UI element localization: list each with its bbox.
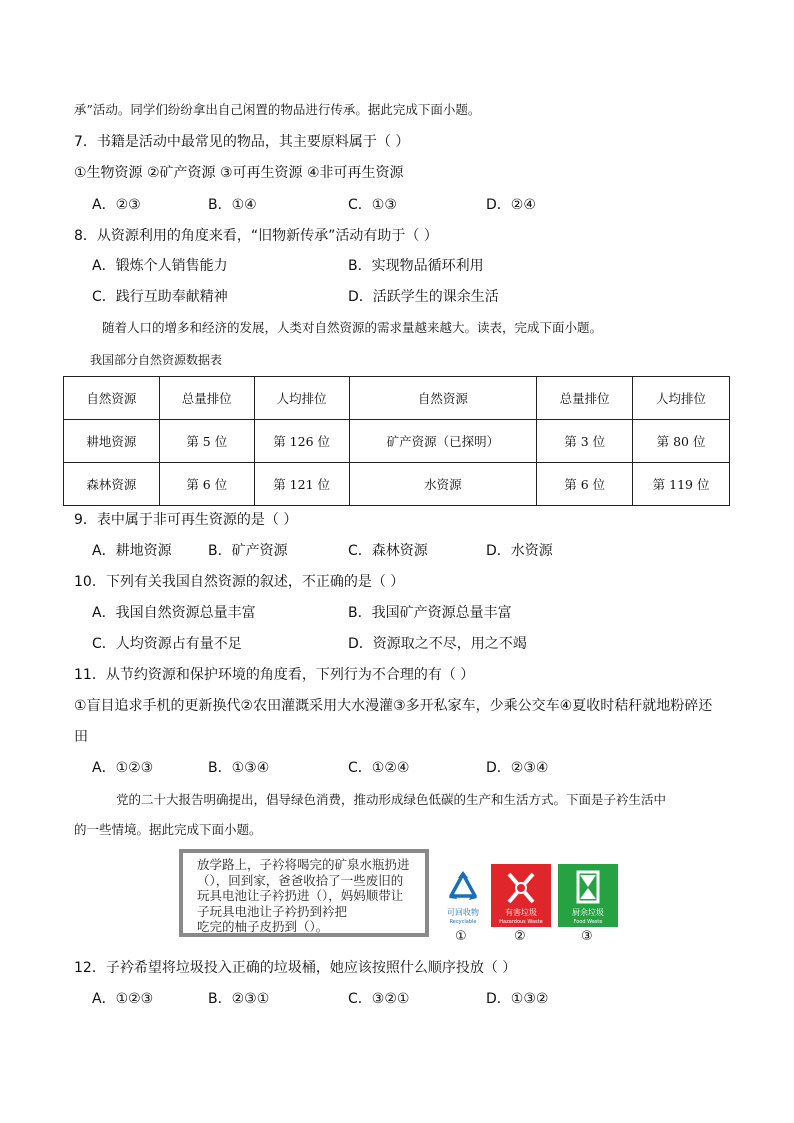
table-header-cell: 自然资源 <box>349 377 537 420</box>
question-8-option-c[interactable]: C．践行互助奉献精神 <box>92 289 228 305</box>
question-8-stem: 8．从资源利用的角度来看，“旧物新传承”活动有助于（ ） <box>74 228 438 244</box>
question-8-option-d[interactable]: D．活跃学生的课余生活 <box>348 289 499 305</box>
table-cell: 水资源 <box>349 463 537 506</box>
recyclable-bin-sign <box>433 864 493 927</box>
question-11-stem: 11．从节约资源和保护环境的角度看，下列行为不合理的有（ ） <box>74 667 475 683</box>
bin-label: 有害垃圾 <box>505 908 537 917</box>
table-cell: 矿产资源（已探明） <box>349 420 537 463</box>
question-9-option-d[interactable]: D．水资源 <box>486 543 553 559</box>
intro-text-green-continued: 的一些情境。据此完成下面小题。 <box>74 822 262 837</box>
question-7-option-c[interactable]: C．①③ <box>348 197 397 213</box>
bin-sublabel: Food Waste <box>573 919 603 925</box>
question-11-option-c[interactable]: C．①②④ <box>348 760 410 776</box>
bin-number: ① <box>455 929 467 944</box>
question-8-option-a[interactable]: A．锻炼个人销售能力 <box>92 258 228 274</box>
food-waste-icon <box>558 866 618 910</box>
table-cell: 第 3 位 <box>537 420 633 463</box>
bin-label: 厨余垃圾 <box>572 908 604 917</box>
table-row <box>64 463 730 506</box>
table-cell: 第 6 位 <box>159 463 254 506</box>
question-7-option-d[interactable]: D．②④ <box>486 197 536 213</box>
question-12-option-d[interactable]: D．①③② <box>486 991 549 1007</box>
table-caption: 我国部分自然资源数据表 <box>90 353 223 367</box>
table-cell: 第 80 位 <box>633 420 730 463</box>
bin-number: ② <box>514 929 526 944</box>
table-cell: 第 5 位 <box>159 420 254 463</box>
table-cell: 第 121 位 <box>254 463 349 506</box>
hazardous-bin-sign <box>491 864 551 927</box>
question-9-option-b[interactable]: B．矿产资源 <box>208 543 288 559</box>
table-cell: 森林资源 <box>64 463 160 506</box>
question-9-stem: 9．表中属于非可再生资源的是（ ） <box>74 512 298 528</box>
resource-data-table <box>63 376 730 506</box>
bin-number: ③ <box>581 929 593 944</box>
question-10-option-d[interactable]: D．资源取之不尽，用之不竭 <box>348 636 527 652</box>
recycle-icon <box>433 866 493 910</box>
question-9-option-a[interactable]: A．耕地资源 <box>92 543 172 559</box>
question-7-items: ①生物资源 ②矿产资源 ③可再生资源 ④非可再生资源 <box>74 165 404 181</box>
question-7-option-b[interactable]: B．①④ <box>208 197 257 213</box>
food-waste-bin-sign <box>558 864 618 927</box>
table-header-cell: 总量排位 <box>537 377 633 420</box>
question-7-stem: 7．书籍是活动中最常见的物品，其主要原料属于（ ） <box>74 134 410 150</box>
table-header-cell: 总量排位 <box>159 377 254 420</box>
question-12-option-b[interactable]: B．②③① <box>208 991 270 1007</box>
question-12-stem: 12．子衿希望将垃圾投入正确的垃圾桶，她应该按照什么顺序投放（ ） <box>74 960 517 976</box>
question-12-option-c[interactable]: C．③②① <box>348 991 410 1007</box>
question-11-items: ①盲目追求手机的更新换代②农田灌溉采用大水漫灌③多开私家车，少乘公交车④夏收时秸秆就地粉碎还 <box>74 698 713 714</box>
intro-text-green: 党的二十大报告明确提出，倡导绿色消费，推动形成绿色低碳的生产和生活方式。下面是子衿生活中 <box>116 792 667 807</box>
question-11-items-continued: 田 <box>74 729 88 745</box>
bin-sublabel: Recyclable <box>449 919 477 925</box>
bin-sublabel: Hazardous Waste <box>499 919 543 925</box>
hazard-icon <box>491 866 551 910</box>
question-12-option-a[interactable]: A．①②③ <box>92 991 154 1007</box>
table-cell: 耕地资源 <box>64 420 160 463</box>
table-cell: 第 6 位 <box>537 463 633 506</box>
table-cell: 第 119 位 <box>633 463 730 506</box>
table-cell: 第 126 位 <box>254 420 349 463</box>
table-header-cell: 人均排位 <box>254 377 349 420</box>
scenario-textbox <box>179 849 429 937</box>
scenario-line: 吃完的柚子皮扔到（）。 <box>197 919 329 934</box>
intro-text-tail: 承”活动。同学们纷纷拿出自己闲置的物品进行传承。据此完成下面小题。 <box>74 102 481 117</box>
scenario-line: 玩具电池让子衿扔进（），妈妈顺带让 <box>197 888 404 903</box>
question-10-option-c[interactable]: C．人均资源占有量不足 <box>92 636 242 652</box>
question-7-option-a[interactable]: A．②③ <box>92 197 141 213</box>
scenario-line: （），回到家，爸爸收拾了一些废旧的 <box>197 872 404 888</box>
question-10-stem: 10．下列有关我国自然资源的叙述，不正确的是（ ） <box>74 574 405 590</box>
table-header-cell: 人均排位 <box>633 377 730 420</box>
question-9-option-c[interactable]: C．森林资源 <box>348 543 428 559</box>
intro-text-resources: 随着人口的增多和经济的发展，人类对自然资源的需求量越来越大。读表，完成下面小题。 <box>102 320 603 335</box>
question-11-option-b[interactable]: B．①③④ <box>208 760 270 776</box>
question-10-option-a[interactable]: A．我国自然资源总量丰富 <box>92 605 256 621</box>
question-11-option-a[interactable]: A．①②③ <box>92 760 154 776</box>
question-8-option-b[interactable]: B．实现物品循环利用 <box>348 258 484 274</box>
question-10-option-b[interactable]: B．我国矿产资源总量丰富 <box>348 605 512 621</box>
table-header-row <box>64 377 730 420</box>
question-11-option-d[interactable]: D．②③④ <box>486 760 549 776</box>
scenario-line: 放学路上，子衿将喝完的矿泉水瓶扔进 <box>197 857 410 872</box>
bin-label: 可回收物 <box>447 908 479 917</box>
table-header-cell: 自然资源 <box>64 377 160 420</box>
scenario-line: 子玩具电池让子衿扔到衿把 <box>197 903 348 919</box>
table-row <box>64 420 730 463</box>
